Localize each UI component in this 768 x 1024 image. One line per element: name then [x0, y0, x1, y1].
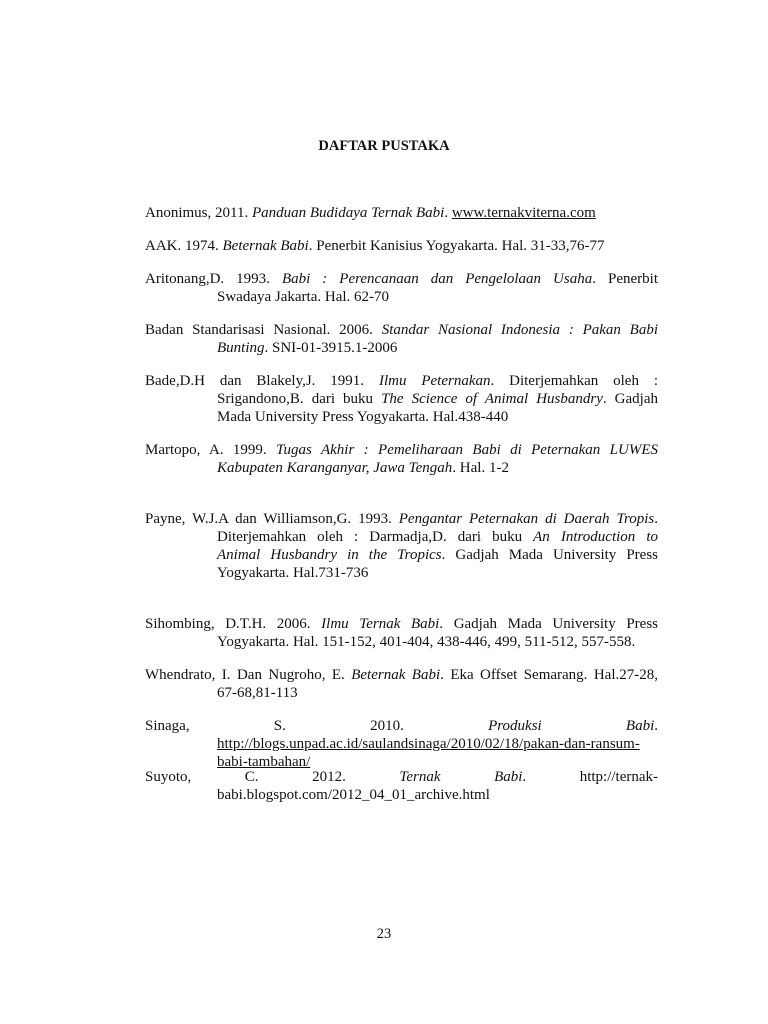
- reference-text: babi.blogspot.com/2012_04_01_archive.html: [217, 787, 490, 803]
- reference-text: .: [444, 205, 452, 221]
- reference-link[interactable]: http://blogs.unpad.ac.id/saulandsinaga/2010/02/18/pakan-dan-ransum-: [217, 736, 640, 752]
- reference-line: [145, 717, 658, 735]
- reference-text: Yogyakarta. Hal. 151-152, 401-404, 438-446, 499, 511-512, 557-558.: [217, 634, 636, 650]
- reference-text: . Penerbit Kanisius Yogyakarta. Hal. 31-33,76-77: [308, 238, 605, 254]
- reference-line: [145, 510, 658, 528]
- reference-line: [145, 270, 658, 288]
- reference-line: [217, 339, 397, 357]
- reference-line: [145, 615, 658, 633]
- reference-text: . Gadjah Mada University Press: [439, 616, 658, 632]
- reference-title: Ternak Babi: [399, 769, 523, 785]
- reference-title: Kabupaten Karanganyar, Jawa Tengah: [217, 460, 453, 476]
- reference-line: [217, 288, 389, 306]
- reference-title: Beternak Babi: [222, 238, 309, 254]
- reference-text: Suyoto, C. 2012.: [145, 769, 400, 785]
- reference-line: [217, 528, 658, 546]
- reference-text: . SNI-01-3915.1-2006: [264, 340, 398, 356]
- reference-line: [145, 321, 658, 339]
- reference-line: [145, 237, 605, 255]
- reference-text: . Hal. 1-2: [452, 460, 509, 476]
- reference-title: The Science of Animal Husbandry: [381, 391, 603, 407]
- reference-text: Sihombing, D.T.H. 2006.: [145, 616, 322, 632]
- reference-text: . Penerbit: [592, 271, 658, 287]
- reference-text: Diterjemahkan oleh : Darmadja,D. dari buku: [217, 529, 534, 545]
- reference-text: . Eka Offset Semarang. Hal.27-28,: [440, 667, 658, 683]
- reference-title: An Introduction to: [533, 529, 658, 545]
- reference-line: [145, 441, 658, 459]
- reference-text: AAK. 1974.: [145, 238, 223, 254]
- reference-text: Bade,D.H dan Blakely,J. 1991.: [145, 373, 379, 389]
- reference-text: . Diterjemahkan oleh :: [490, 373, 659, 389]
- reference-text: Payne, W.J.A dan Williamson,G. 1993.: [145, 511, 399, 527]
- reference-title: Babi : Perencanaan dan Pengelolaan Usaha: [281, 271, 593, 287]
- reference-line: [217, 786, 490, 804]
- reference-text: . http://ternak-: [522, 769, 659, 785]
- reference-line: [217, 684, 298, 702]
- reference-text: Mada University Press Yogyakarta. Hal.438-440: [217, 409, 509, 425]
- reference-line: [217, 564, 368, 582]
- reference-title: Ilmu Peternakan: [378, 373, 491, 389]
- page-title: DAFTAR PUSTAKA: [318, 138, 450, 154]
- reference-text: Srigandono,B. dari buku: [217, 391, 382, 407]
- reference-text: .: [654, 718, 659, 734]
- reference-text: . Gadjah Mada University Press: [441, 547, 659, 563]
- reference-title: Beternak Babi: [351, 667, 441, 683]
- reference-line: [217, 546, 658, 564]
- reference-line: [217, 408, 508, 426]
- reference-text: . Gadjah: [602, 391, 658, 407]
- reference-text: Aritonang,D. 1993.: [145, 271, 282, 287]
- reference-line: [217, 459, 509, 477]
- reference-link[interactable]: babi-tambahan/: [217, 754, 311, 770]
- reference-line: [145, 666, 658, 684]
- reference-line: [217, 735, 640, 753]
- reference-text: Whendrato, I. Dan Nugroho, E.: [145, 667, 352, 683]
- reference-title: Ilmu Ternak Babi: [321, 616, 440, 632]
- reference-title: Standar Nasional Indonesia : Pakan Babi: [381, 322, 658, 338]
- reference-text: Swadaya Jakarta. Hal. 62-70: [217, 289, 390, 305]
- reference-text: Yogyakarta. Hal.731-736: [217, 565, 369, 581]
- reference-text: Anonimus, 2011.: [145, 205, 252, 221]
- reference-text: 67-68,81-113: [217, 685, 298, 701]
- reference-title: Tugas Akhir : Pemeliharaan Babi di Peternakan LUWES: [276, 442, 658, 458]
- reference-title: Bunting: [217, 340, 265, 356]
- reference-line: [145, 204, 596, 222]
- reference-text: .: [654, 511, 658, 527]
- reference-title: Panduan Budidaya Ternak Babi: [251, 205, 445, 221]
- reference-text: Badan Standarisasi Nasional. 2006.: [145, 322, 382, 338]
- reference-line: [217, 390, 658, 408]
- reference-line: [145, 372, 658, 390]
- reference-title: Animal Husbandry in the Tropics: [217, 547, 442, 563]
- reference-line: [217, 633, 635, 651]
- reference-title: Produksi Babi: [488, 718, 655, 734]
- reference-link[interactable]: www.ternakviterna.com: [451, 205, 596, 221]
- reference-text: Martopo, A. 1999.: [145, 442, 277, 458]
- reference-text: Sinaga, S. 2010.: [145, 718, 489, 734]
- page-number: 23: [376, 926, 392, 942]
- reference-line: [145, 768, 658, 786]
- reference-title: Pengantar Peternakan di Daerah Tropis: [398, 511, 655, 527]
